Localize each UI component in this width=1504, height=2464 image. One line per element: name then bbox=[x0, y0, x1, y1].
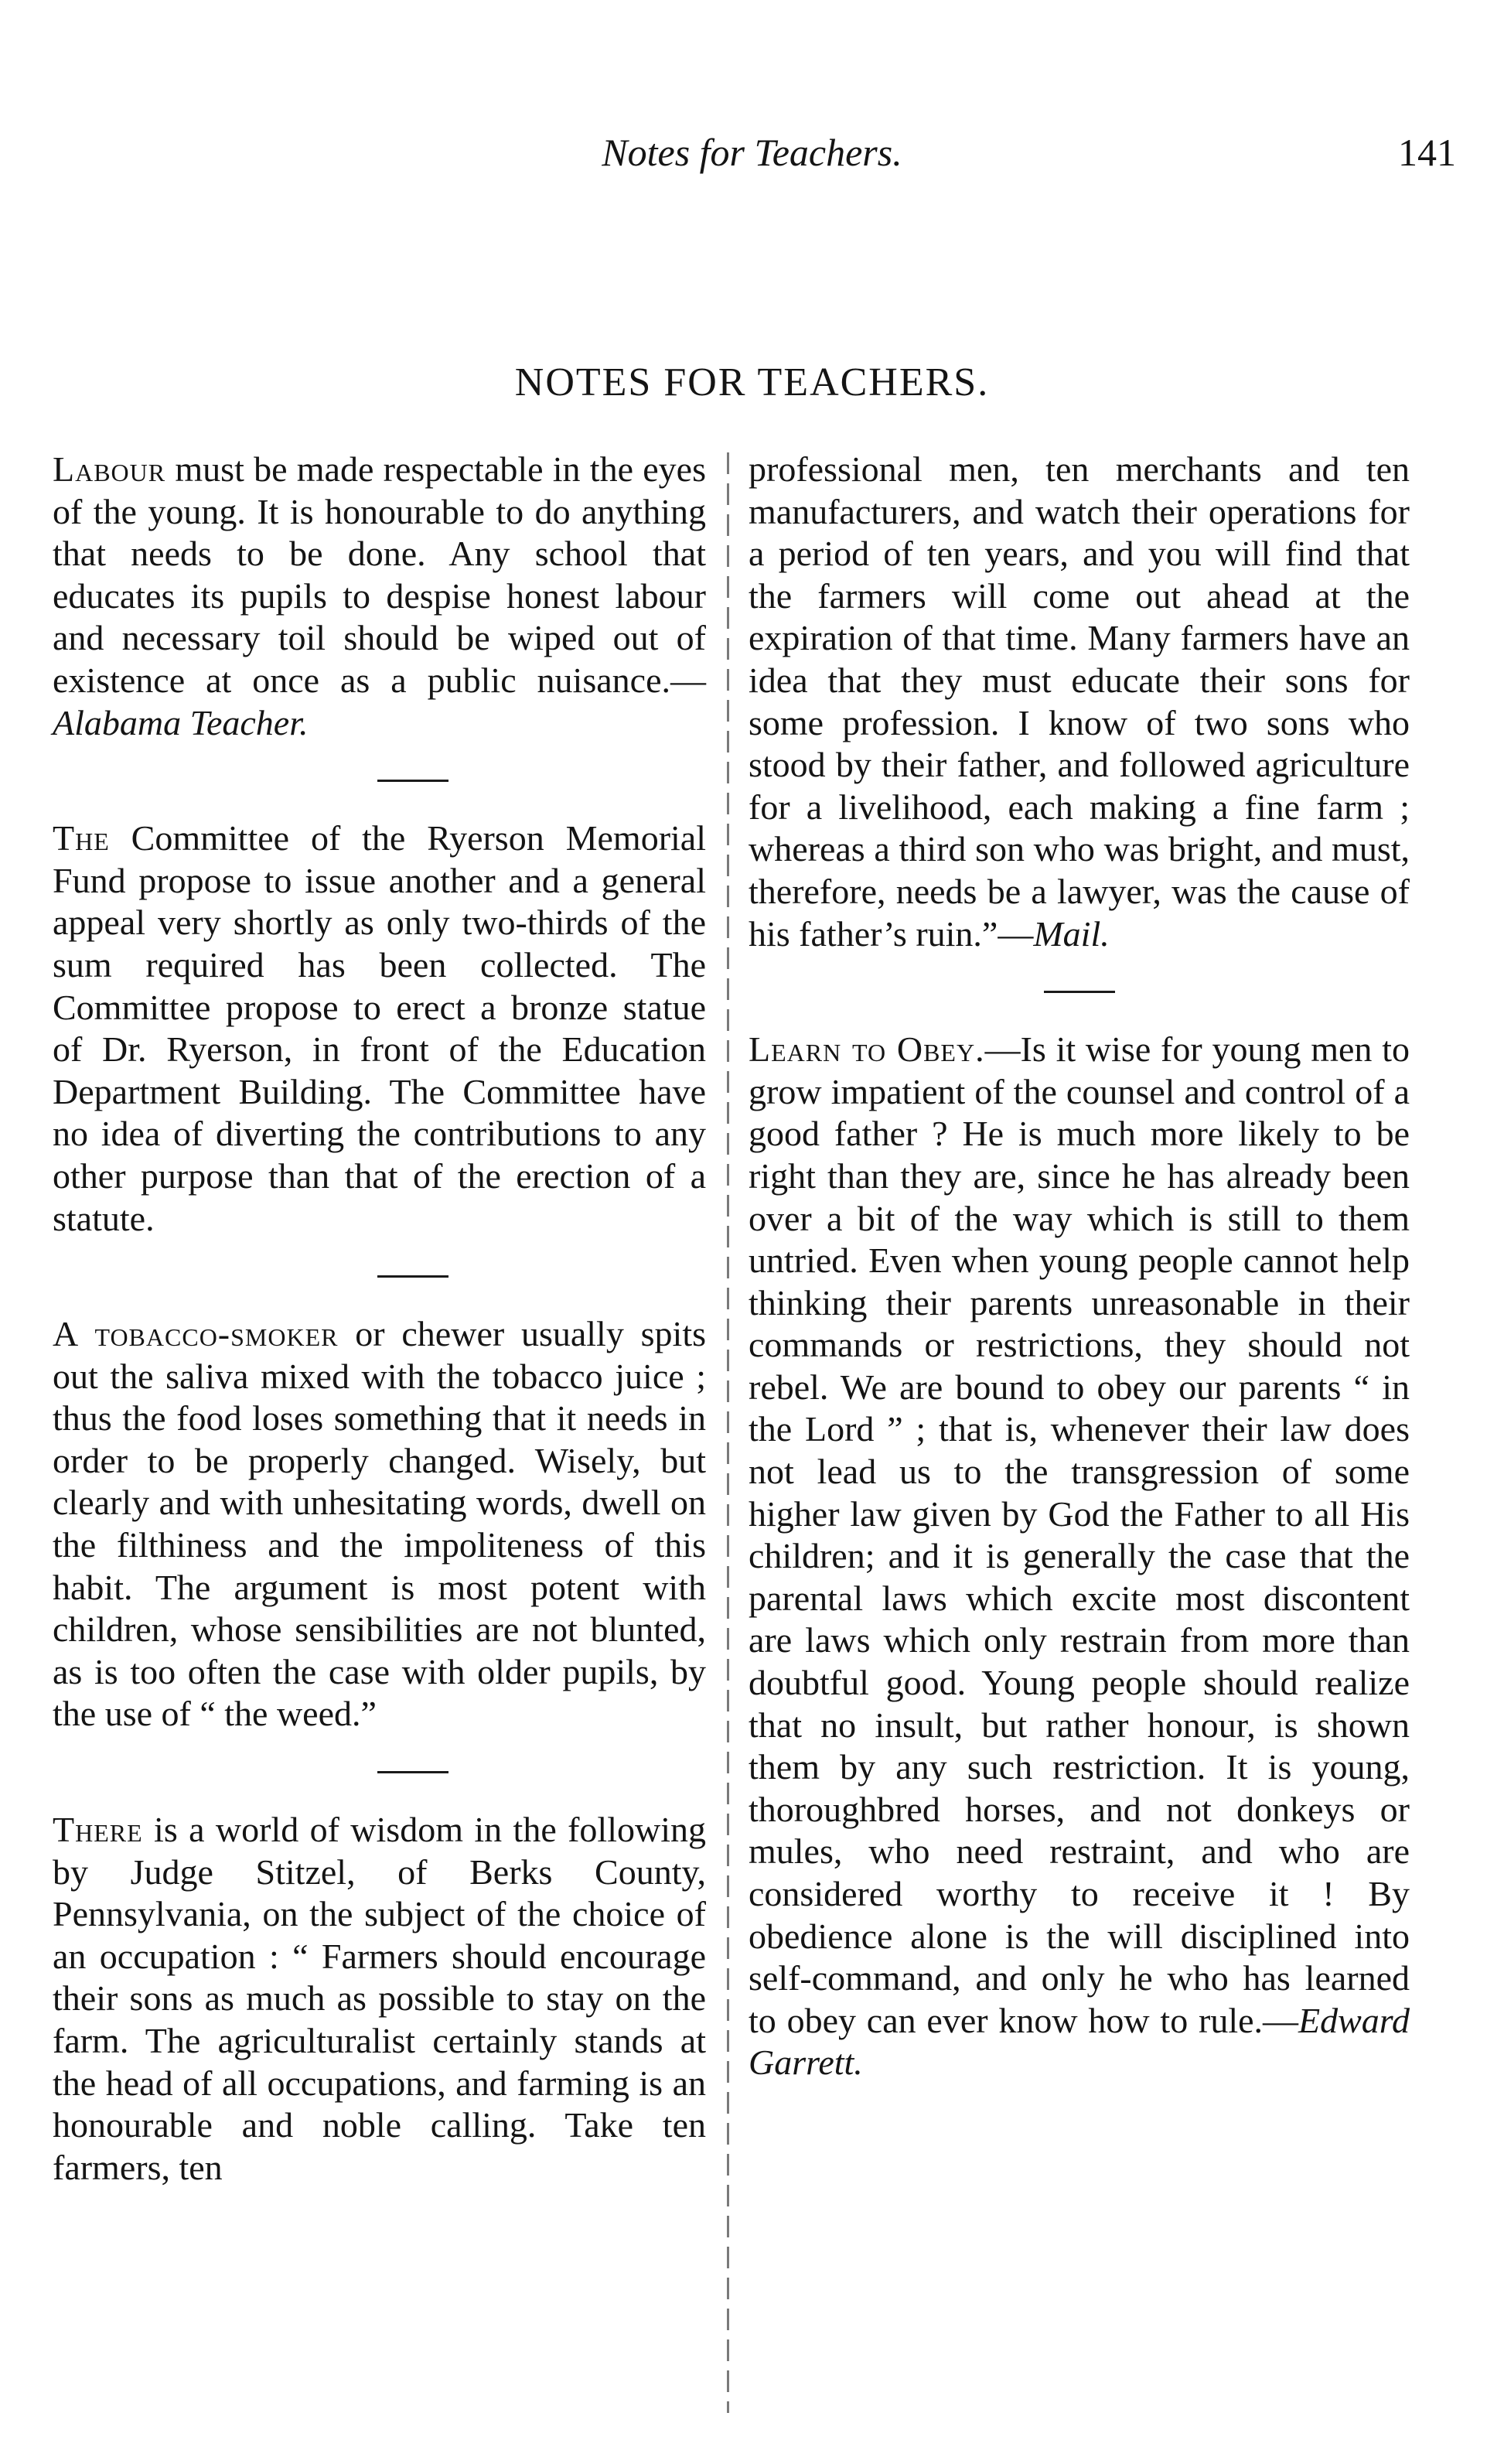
column-divider bbox=[727, 452, 729, 2413]
section-rule bbox=[377, 1771, 448, 1773]
section-rule bbox=[377, 1275, 448, 1278]
paragraph-labour bbox=[53, 449, 706, 744]
paragraph-body: Committee of the Ryerson Memorial Fund propose to issue another and a general appeal very shortly as only two-thirds of the sum required has been collected. The Committee propose to erect a bronze statue of Dr. Ryerson, in front of the Education Department Building. The Committee have no idea of diverting the contributions to any other purpose than that of the erection of a statute. bbox=[53, 818, 706, 1238]
section-title: NOTES FOR TEACHERS. bbox=[514, 360, 990, 404]
paragraph-ryerson-fund bbox=[53, 817, 706, 1240]
section-rule bbox=[1044, 991, 1115, 993]
paragraph-farming bbox=[53, 1809, 706, 2189]
paragraph-body: must be made respectable in the eyes of the young. It is honourable to do anything that needs to be done. Any school that educates its pupils to despise honest labour and necessary toil should be wiped out of existence at once as a public nuisance.— bbox=[53, 449, 706, 700]
left-column bbox=[53, 449, 706, 2189]
paragraph-tobacco bbox=[53, 1313, 706, 1735]
section-rule bbox=[377, 780, 448, 782]
paragraph-lead: Labour bbox=[53, 449, 166, 489]
page-number: 141 bbox=[1398, 131, 1456, 174]
paragraph-body: is a world of wisdom in the following by Judge Stitzel, of Berks County, Pennsylvania, on the subject of the choice of an occupation : “ Farmers should encourage their sons as much as possible to stay on the farm. The agriculturalist certainly stands at the head of all occupations, and farming is an honourable and noble calling. Take ten farmers, ten bbox=[53, 1810, 706, 2187]
paragraph-lead: There bbox=[53, 1810, 143, 1850]
running-head bbox=[0, 130, 1504, 184]
paragraph-body: professional men, ten merchants and ten manufacturers, and watch their operations for a period of ten years, and you will find that the farmers will come out ahead at the expiration of that time. Many farmers have an idea that they must educate their sons for some profession. I know of two sons who stood by their father, and followed agriculture for a livelihood, each making a fine farm ; whereas a third son who was bright, and must, therefore, needs be a lawyer, was the cause of his father’s ruin.”— bbox=[749, 449, 1410, 954]
paragraph-lead: Learn to Obey. bbox=[749, 1029, 985, 1070]
paragraph-lead: The bbox=[53, 818, 110, 858]
paragraph-citation: Edward Garrett. bbox=[749, 2000, 1410, 2083]
paragraph-body: or chewer usually spits out the saliva mixed with the tobacco juice ; thus the food loses something that it needs in order to be properly changed. Wisely, but clearly and with unhesitating words, dwell on the filthiness and the impoliteness of this habit. The argument is most potent with children, whose sensibilities are not blunted, as is too often the case with older pupils, by the use of “ the weed.” bbox=[53, 1314, 706, 1734]
paragraph-lead: A tobacco-smoker bbox=[53, 1314, 339, 1354]
paragraph-learn-to-obey bbox=[749, 1029, 1410, 2084]
paragraph-citation: Mail. bbox=[1033, 913, 1110, 954]
running-title: Notes for Teachers. bbox=[602, 131, 902, 174]
right-column bbox=[749, 449, 1410, 2084]
paragraph-farming-continued bbox=[749, 449, 1410, 955]
paragraph-body: —Is it wise for young men to grow impatient of the counsel and control of a good father ? He is much more likely to be right than they are, since he has already been over a bit of the way which is still to them untried. Even when young people cannot help thinking their parents unreasonable in their commands or restrictions, they should not rebel. We are bound to obey our parents “ in the Lord ” ; that is, whenever their law does not lead us to the transgression of some higher law given by God the Father to all His children; and it is generally the case that the parental laws which excite most discontent are laws which only restrain from more than doubtful good. Young people should realize that no insult, but rather honour, is shown them by any such restriction. It is young, thoroughbred horses, and not donkeys or mules, who need restraint, and who are considered worthy to receive it ! By obedience alone is the will disciplined into self-command, and only he who has learned to obey can ever know how to rule.— bbox=[749, 1029, 1410, 2040]
paragraph-citation: Alabama Teacher. bbox=[53, 702, 309, 742]
